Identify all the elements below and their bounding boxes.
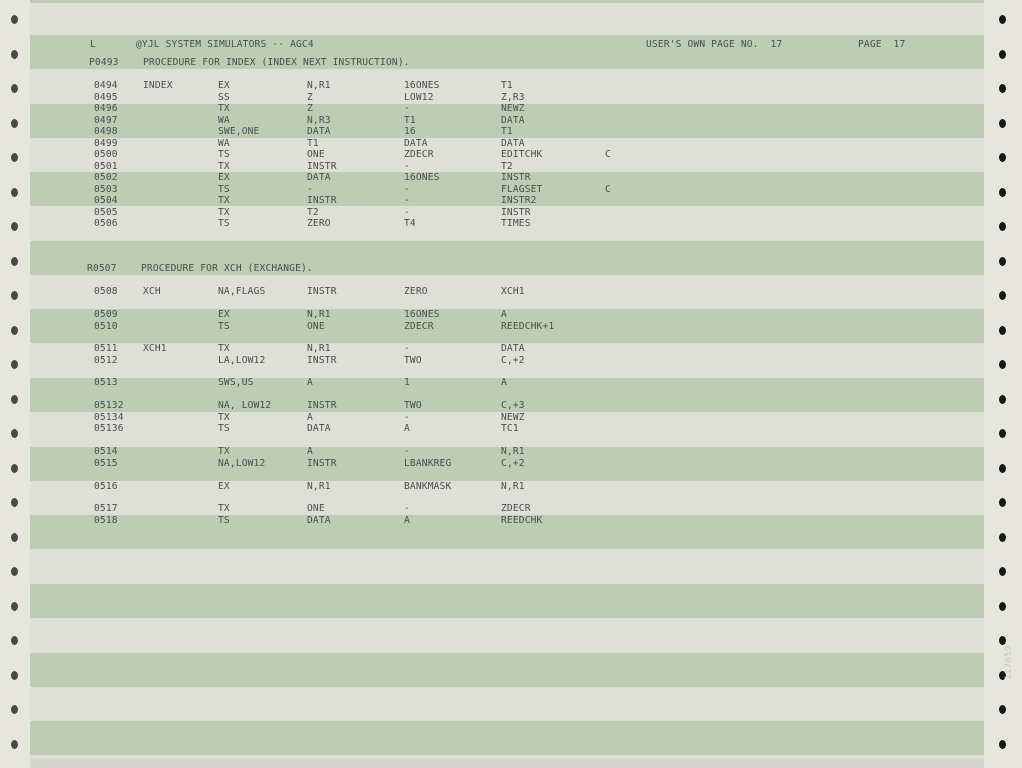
feed-hole — [11, 740, 18, 749]
feed-hole — [999, 740, 1006, 749]
feed-hole — [999, 15, 1006, 24]
operation-code: TS — [218, 183, 230, 195]
header-mark: L — [90, 39, 96, 50]
feed-hole — [11, 257, 18, 266]
operand-b: - — [404, 103, 410, 114]
feed-hole — [11, 602, 18, 611]
operation-code: TX — [218, 503, 230, 514]
operand-a: - — [307, 183, 313, 195]
operand-b: - — [404, 446, 410, 457]
operation-code: TS — [218, 423, 230, 434]
operand-b: TWO — [404, 400, 422, 411]
operation-code: TX — [218, 195, 230, 206]
operand-a: ZERO — [307, 218, 331, 229]
feed-hole — [11, 188, 18, 197]
side-stamp: 117659 — [1004, 645, 1014, 680]
operand-c: NEWZ — [501, 103, 525, 114]
feed-hole — [11, 395, 18, 404]
sequence-number: 0505 — [94, 206, 118, 218]
operand-a: Z — [307, 91, 313, 103]
operand-a: INSTR — [307, 160, 337, 172]
sequence-number: 0504 — [94, 195, 118, 206]
sequence-number: 0510 — [94, 320, 118, 332]
feed-hole — [999, 291, 1006, 300]
operand-c: TIMES — [501, 218, 531, 229]
feed-hole — [11, 429, 18, 438]
feed-hole — [11, 705, 18, 714]
operation-code: TX — [218, 103, 230, 114]
operand-a: DATA — [307, 172, 331, 183]
operand-c: C,+2 — [501, 457, 525, 469]
operand-c: C,+3 — [501, 400, 525, 411]
operand-a: N,R1 — [307, 309, 331, 320]
sequence-number: 0495 — [94, 91, 118, 103]
feed-hole — [11, 50, 18, 59]
sequence-number: 0501 — [94, 160, 118, 172]
operand-b: 1 — [404, 377, 410, 388]
operand-b: T4 — [404, 218, 416, 229]
operation-code: EX — [218, 309, 230, 320]
operation-code: WA — [218, 114, 230, 126]
operand-b: T1 — [404, 114, 416, 126]
operation-code: TX — [218, 160, 230, 172]
system-title: @YJL SYSTEM SIMULATORS -- AGC4 — [136, 39, 314, 50]
feed-hole — [999, 705, 1006, 714]
operation-code: NA,LOW12 — [218, 457, 266, 469]
operand-a: ONE — [307, 149, 325, 160]
sequence-number: 05136 — [94, 423, 124, 434]
operand-a: INSTR — [307, 457, 337, 469]
operand-b: 16ONES — [404, 80, 440, 91]
operand-c: A — [501, 377, 507, 388]
operand-b: ZERO — [404, 286, 428, 297]
feed-hole — [11, 291, 18, 300]
greenbar-band — [30, 653, 984, 687]
operand-c: T1 — [501, 126, 513, 137]
operand-c: N,R1 — [501, 481, 525, 492]
feed-hole — [11, 119, 18, 128]
operand-a: A — [307, 377, 313, 388]
sequence-number: 0498 — [94, 126, 118, 137]
operation-code: EX — [218, 481, 230, 492]
feed-hole — [999, 119, 1006, 128]
annotation: C — [605, 149, 611, 160]
sequence-number: 0499 — [94, 137, 118, 149]
operand-c: EDITCHK — [501, 149, 543, 160]
operation-code: EX — [218, 80, 230, 91]
feed-hole — [999, 326, 1006, 335]
operand-b: LBANKREG — [404, 457, 452, 469]
feed-hole — [999, 636, 1006, 645]
users-page-number: USER'S OWN PAGE NO. 17 — [646, 39, 783, 50]
operand-a: INSTR — [307, 195, 337, 206]
operand-b: 16ONES — [404, 309, 440, 320]
feed-hole — [11, 326, 18, 335]
section-heading-text: PROCEDURE FOR INDEX (INDEX NEXT INSTRUCTION). — [143, 57, 410, 68]
feed-hole — [11, 360, 18, 369]
greenbar-band — [30, 584, 984, 618]
feed-hole — [11, 533, 18, 542]
section-heading-id: R0507 — [87, 263, 117, 274]
feed-hole — [11, 498, 18, 507]
operation-code: WA — [218, 137, 230, 149]
operation-code: TS — [218, 218, 230, 229]
feed-hole — [11, 153, 18, 162]
feed-hole — [999, 464, 1006, 473]
operand-a: DATA — [307, 423, 331, 434]
feed-hole — [999, 498, 1006, 507]
operand-c: ZDECR — [501, 503, 531, 514]
feed-hole — [999, 602, 1006, 611]
feed-hole — [999, 395, 1006, 404]
operand-a: N,R1 — [307, 481, 331, 492]
operand-a: A — [307, 411, 313, 423]
operand-b: ZDECR — [404, 149, 434, 160]
operation-code: NA,FLAGS — [218, 286, 266, 297]
bottom-edge — [30, 758, 984, 768]
operand-a: INSTR — [307, 286, 337, 297]
operand-a: Z — [307, 103, 313, 114]
operand-b: - — [404, 183, 410, 195]
operation-code: TS — [218, 320, 230, 332]
sequence-number: 0496 — [94, 103, 118, 114]
feed-hole — [999, 533, 1006, 542]
operand-c: T2 — [501, 160, 513, 172]
feed-hole — [999, 257, 1006, 266]
operation-code: SWS,US — [218, 377, 254, 388]
greenbar-band — [30, 721, 984, 755]
operand-b: 16 — [404, 126, 416, 137]
operand-c: INSTR — [501, 172, 531, 183]
operand-c: FLAGSET — [501, 183, 543, 195]
operand-c: DATA — [501, 137, 525, 149]
operand-c: DATA — [501, 114, 525, 126]
page-number: PAGE 17 — [858, 39, 906, 50]
sequence-number: 05134 — [94, 411, 124, 423]
feed-hole — [11, 222, 18, 231]
operand-c: DATA — [501, 343, 525, 354]
operation-code: NA, LOW12 — [218, 400, 272, 411]
operand-a: ONE — [307, 503, 325, 514]
operand-c: REEDCHK — [501, 514, 543, 526]
feed-hole — [999, 222, 1006, 231]
sequence-number: 0494 — [94, 80, 118, 91]
operand-c: A — [501, 309, 507, 320]
sequence-number: 0508 — [94, 286, 118, 297]
sequence-number: 0497 — [94, 114, 118, 126]
sequence-number: 0509 — [94, 309, 118, 320]
feed-hole — [999, 84, 1006, 93]
operand-b: - — [404, 343, 410, 354]
operand-b: - — [404, 206, 410, 218]
right-tractor-strip — [984, 0, 1022, 768]
sequence-number: 0503 — [94, 183, 118, 195]
section-heading-id: P0493 — [89, 57, 119, 68]
operand-b: 16ONES — [404, 172, 440, 183]
operation-code: EX — [218, 172, 230, 183]
operation-code: TX — [218, 411, 230, 423]
operand-b: - — [404, 195, 410, 206]
operation-code: SWE,ONE — [218, 126, 260, 137]
statement-label: XCH — [143, 286, 161, 297]
annotation: C — [605, 183, 611, 195]
sequence-number: 0518 — [94, 514, 118, 526]
sequence-number: 0514 — [94, 446, 118, 457]
top-edge-band — [30, 0, 984, 3]
operand-c: C,+2 — [501, 354, 525, 366]
operand-b: A — [404, 423, 410, 434]
sequence-number: 0506 — [94, 218, 118, 229]
operand-c: N,R1 — [501, 446, 525, 457]
operand-b: LOW12 — [404, 91, 434, 103]
feed-hole — [999, 567, 1006, 576]
operand-c: NEWZ — [501, 411, 525, 423]
sequence-number: 0511 — [94, 343, 118, 354]
sequence-number: 0516 — [94, 481, 118, 492]
operand-c: XCH1 — [501, 286, 525, 297]
sequence-number: 0517 — [94, 503, 118, 514]
operand-c: TC1 — [501, 423, 519, 434]
operand-b: - — [404, 503, 410, 514]
feed-hole — [11, 15, 18, 24]
feed-hole — [11, 84, 18, 93]
feed-hole — [11, 464, 18, 473]
operand-b: ZDECR — [404, 320, 434, 332]
operand-a: DATA — [307, 126, 331, 137]
feed-hole — [999, 429, 1006, 438]
feed-hole — [999, 360, 1006, 369]
operand-c: Z,R3 — [501, 91, 525, 103]
feed-hole — [999, 153, 1006, 162]
operand-c: REEDCHK+1 — [501, 320, 555, 332]
operand-a: N,R1 — [307, 80, 331, 91]
operand-b: - — [404, 160, 410, 172]
operand-c: INSTR2 — [501, 195, 537, 206]
feed-hole — [11, 636, 18, 645]
operand-c: INSTR — [501, 206, 531, 218]
operation-code: TX — [218, 343, 230, 354]
sequence-number: 05132 — [94, 400, 124, 411]
operand-a: INSTR — [307, 400, 337, 411]
sequence-number: 0502 — [94, 172, 118, 183]
feed-hole — [11, 671, 18, 680]
sequence-number: 0515 — [94, 457, 118, 469]
operation-code: TX — [218, 446, 230, 457]
operation-code: TS — [218, 514, 230, 526]
operation-code: LA,LOW12 — [218, 354, 266, 366]
operand-b: TWO — [404, 354, 422, 366]
feed-hole — [11, 567, 18, 576]
sequence-number: 0513 — [94, 377, 118, 388]
operand-b: - — [404, 411, 410, 423]
section-heading-text: PROCEDURE FOR XCH (EXCHANGE). — [141, 263, 313, 274]
operand-a: DATA — [307, 514, 331, 526]
operation-code: SS — [218, 91, 230, 103]
operation-code: TX — [218, 206, 230, 218]
operand-a: T2 — [307, 206, 319, 218]
feed-hole — [999, 50, 1006, 59]
operand-b: A — [404, 514, 410, 526]
operand-a: N,R3 — [307, 114, 331, 126]
operand-b: DATA — [404, 137, 428, 149]
operand-a: T1 — [307, 137, 319, 149]
operation-code: TS — [218, 149, 230, 160]
operand-c: T1 — [501, 80, 513, 91]
sequence-number: 0512 — [94, 354, 118, 366]
sequence-number: 0500 — [94, 149, 118, 160]
statement-label: INDEX — [143, 80, 173, 91]
operand-a: ONE — [307, 320, 325, 332]
statement-label: XCH1 — [143, 343, 167, 354]
operand-a: A — [307, 446, 313, 457]
left-tractor-strip — [0, 0, 30, 768]
operand-a: INSTR — [307, 354, 337, 366]
operand-a: N,R1 — [307, 343, 331, 354]
operand-b: BANKMASK — [404, 481, 452, 492]
feed-hole — [999, 188, 1006, 197]
